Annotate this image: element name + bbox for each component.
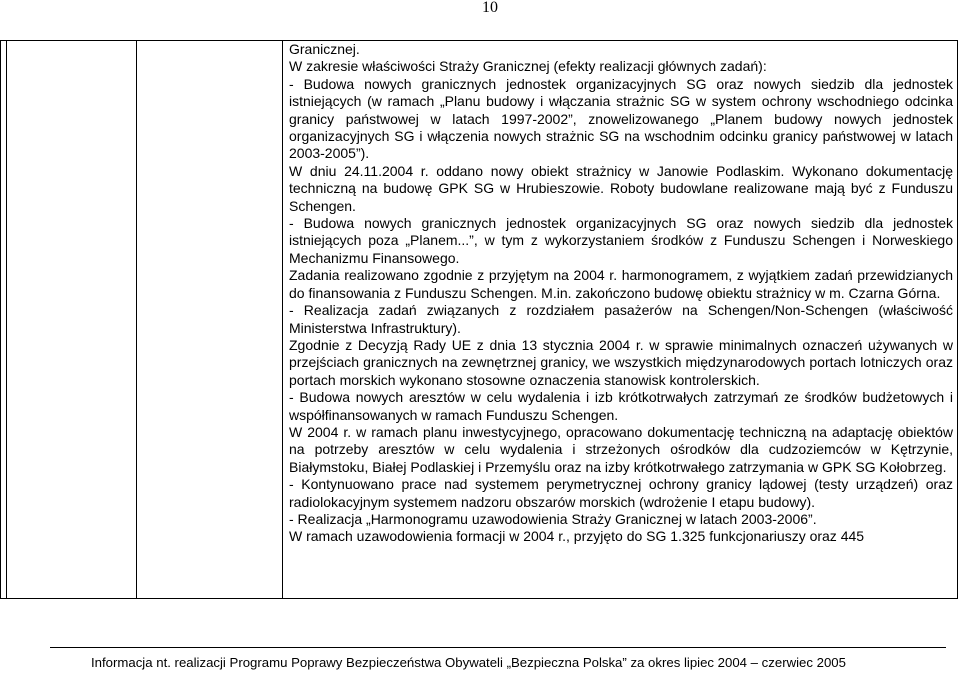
paragraph: W 2004 r. w ramach planu inwestycyjnego, opracowano dokumentację techniczną na adaptację obiektów na potrzeby aresztów w celu wydalenia i strzeżonych ośrodków dla cudzoziemców w Kętrzynie, Białymstoku, Białej Podlaskiej i Przemyślu oraz na izby krótkotrwałego zatrzymania w GPK SG Kołobrzeg. xyxy=(289,423,953,475)
table-cell-content xyxy=(289,41,953,546)
page-number: 10 xyxy=(482,0,498,16)
paragraph: W zakresie właściwości Straży Granicznej (efekty realizacji głównych zadań): xyxy=(289,58,767,75)
footer-divider xyxy=(50,647,946,648)
column-divider xyxy=(282,40,283,599)
paragraph: - Budowa nowych granicznych jednostek organizacyjnych SG oraz nowych siedzib dla jednostek istniejących poza „Planem...”, w tym z wykorzystaniem środków z Funduszu Schengen i Norweskiego Mechanizmu Finansowego. xyxy=(289,215,953,266)
paragraph: - Budowa nowych aresztów w celu wydalenia i izb krótkotrwałych zatrzymań ze środków budżetowych i współfinansowanych w ramach Funduszu Schengen. xyxy=(289,389,953,423)
paragraph: - Kontynuowano prace nad systemem perymetrycznej ochrony granicy lądowej (testy urządzeń) oraz radiolokacyjnym systemem nadzoru obszarów morskich (wdrożenie I etapu budowy). xyxy=(289,476,953,510)
paragraph: - Budowa nowych granicznych jednostek organizacyjnych SG oraz nowych siedzib dla jednostek istniejących (w ramach „Planu budowy i włączania strażnic SG w system ochrony wschodniego odcinka granicy państwowej w latach 1997-2002”, znowelizowanego „Planem budowy nowych jednostek organizacyjnych SG i włączenia nowych strażnic SG na wschodnim odcinku granicy państwowej w latach 2003-2005”). xyxy=(289,75,953,162)
paragraph: Granicznej. xyxy=(289,41,360,57)
paragraph: W ramach uzawodowienia formacji w 2004 r., przyjęto do SG 1.325 funkcjonariuszy oraz 445 xyxy=(289,528,865,545)
paragraph: Zgodnie z Decyzją Rady UE z dnia 13 stycznia 2004 r. w sprawie minimalnych oznaczeń używanych w przejściach granicznych na zewnętrznej granicy, we wszystkich międzynarodowych portach lotniczych oraz portach morskich wykonano stosowne oznaczenia stanowisk kontrolerskich. xyxy=(289,336,953,388)
paragraph: W dniu 24.11.2004 r. oddano nowy obiekt strażnicy w Janowie Podlaskim. Wykonano dokumentację techniczną na budowę GPK SG w Hrubieszowie. Roboty budowlane realizowane mają być z Funduszu Schengen. xyxy=(289,162,953,214)
column-divider xyxy=(136,40,137,599)
paragraph: - Realizacja „Harmonogramu uzawodowienia Straży Granicznej w latach 2003-2006”. xyxy=(289,510,817,527)
column-divider xyxy=(6,40,7,599)
paragraph: - Realizacja zadań związanych z rozdziałem pasażerów na Schengen/Non-Schengen (właściwość Ministerstwa Infrastruktury). xyxy=(289,302,953,336)
footer-text: Informacja nt. realizacji Programu Poprawy Bezpieczeństwa Obywateli „Bezpieczna Polska” za okres lipiec 2004 – czerwiec 2005 xyxy=(91,655,846,670)
paragraph: Zadania realizowano zgodnie z przyjętym na 2004 r. harmonogramem, z wyjątkiem zadań przewidzianych do finansowania z Funduszu Schengen. M.in. zakończono budowę obiektu strażnicy w m. Czarna Górna. xyxy=(289,267,953,301)
